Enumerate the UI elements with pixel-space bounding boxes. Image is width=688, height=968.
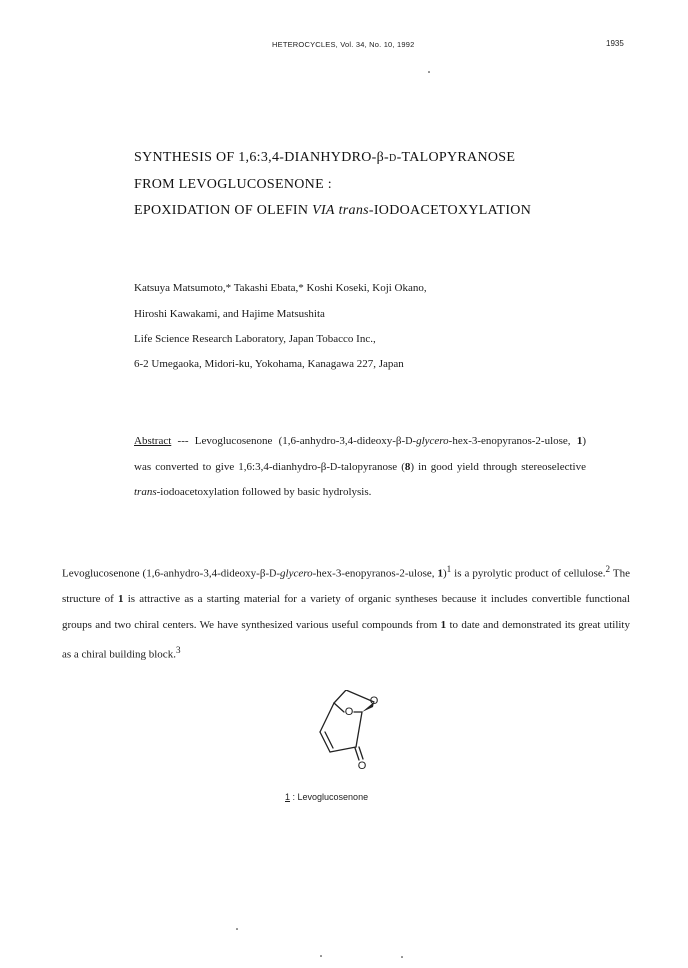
- affiliation: Life Science Research Laboratory, Japan Tobacco Inc.,: [134, 333, 376, 345]
- title-line-1: SYNTHESIS OF 1,6:3,4-DIANHYDRO-β-D-TALOPYRANOSE: [134, 150, 516, 165]
- bond: [320, 732, 330, 752]
- ketone-oxygen-label: O: [357, 760, 367, 770]
- title-line-2: FROM LEVOGLUCOSENONE :: [134, 177, 332, 192]
- bond: [334, 703, 344, 712]
- ring-oxygen-label: O: [344, 706, 354, 718]
- bond: [330, 747, 356, 752]
- bridge-bond: [334, 690, 374, 703]
- ketone-bond: [355, 748, 359, 760]
- body-paragraph: Levoglucosenone (1,6-anhydro-3,4-dideoxy-β-D-glycero-hex-3-enopyranos-2-ulose, 1)$^1$ is a pyrolytic product of cellulose.$^2$ The structure of 1 is attractive as a starting material for a variety of organic syntheses because it includes convertible functional groups and two chiral centers. We have synthesized various useful compounds from 1 to date and demonstrated its great utility as a chiral building block.$^3$: [62, 564, 630, 661]
- ketone-bond: [359, 747, 363, 759]
- title-line-3: EPOXIDATION OF OLEFIN VIA trans-IODOACETOXYLATION: [134, 203, 532, 218]
- address: 6-2 Umegaoka, Midori-ku, Yokohama, Kanagawa 227, Japan: [134, 358, 404, 370]
- levoglucosenone-structure: [312, 690, 392, 770]
- figure-caption: 1 : Levoglucosenone: [285, 792, 369, 802]
- journal-header: HETEROCYCLES, Vol. 34, No. 10, 1992: [272, 40, 415, 49]
- abstract: Abstract --- Levoglucosenone (1,6-anhydro-3,4-dideoxy-β-D-glycero-hex-3-enopyranos-2-ulose, 1) was converted to give 1,6:3,4-dianhydro-β-D-talopyranose (8) in good yield through stereoselective trans-iodoacetoxylation followed by basic hydrolysis.: [134, 435, 586, 498]
- scan-speck: [236, 928, 238, 930]
- bridge-oxygen-label: O: [369, 695, 379, 707]
- scan-speck: [401, 956, 403, 958]
- abstract-heading: Abstract: [134, 435, 172, 447]
- scan-speck: [428, 71, 430, 73]
- author-list-continued: Hiroshi Kawakami, and Hajime Matsushita: [134, 308, 325, 320]
- bond: [320, 703, 334, 732]
- bond: [356, 712, 362, 747]
- author-list: Katsuya Matsumoto,* Takashi Ebata,* Koshi Koseki, Koji Okano,: [134, 282, 427, 294]
- scan-speck: [320, 955, 322, 957]
- page-number: 1935: [606, 39, 624, 48]
